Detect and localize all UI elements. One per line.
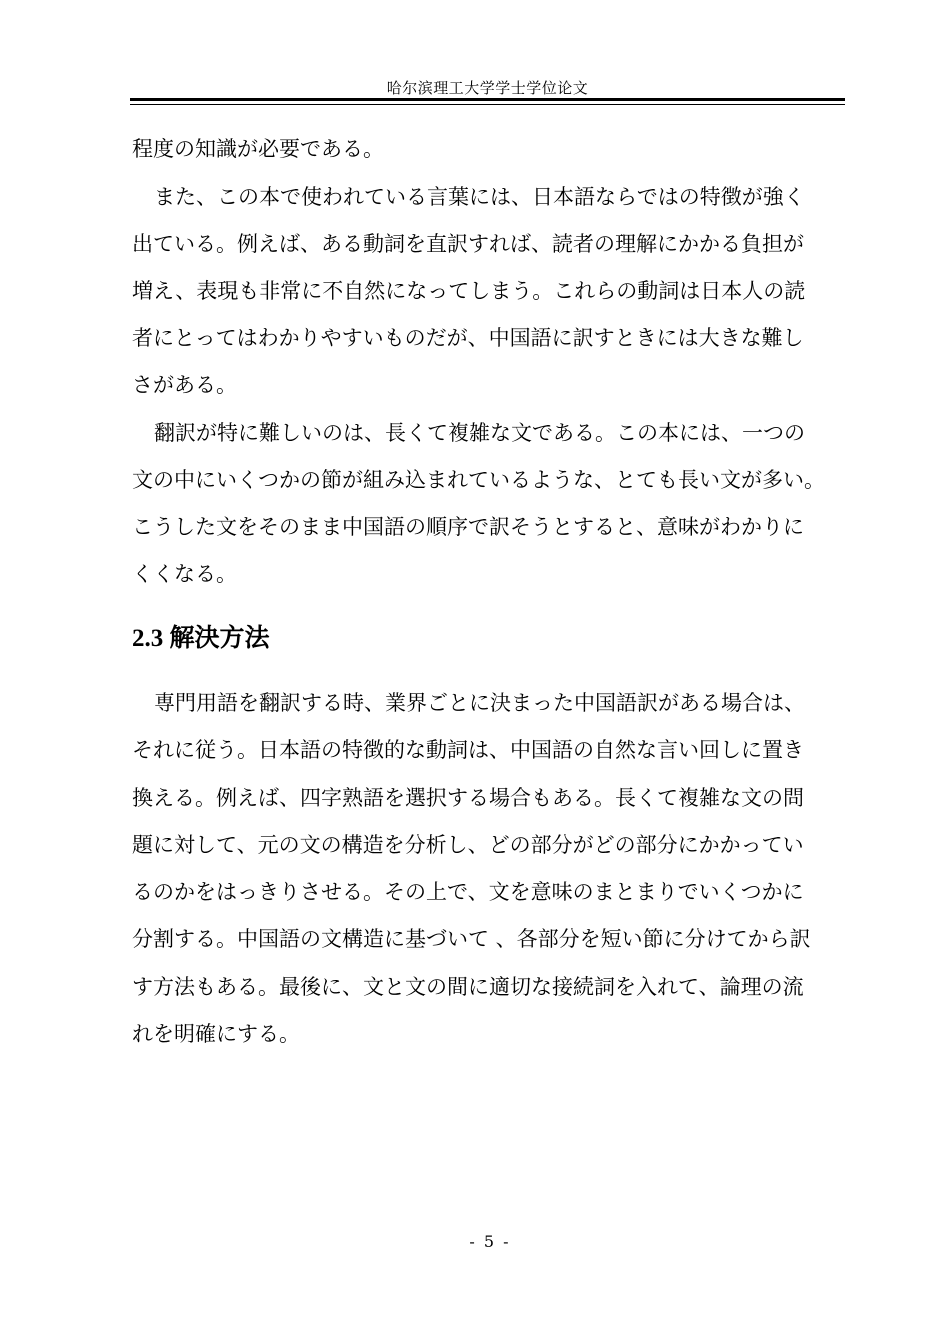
paragraph-line: 翻訳が特に難しいのは、長くて複雑な文である。この本には、一つの [154,421,805,445]
header-rule-thick [130,98,845,101]
paragraph-line: さがある。 [132,373,237,397]
paragraph-line: 程度の知識が必要である。 [132,137,384,161]
paragraph-line: 換える。例えば、四字熟語を選択する場合もある。長くて複雑な文の問 [132,786,804,810]
paragraph-line: 出ている。例えば、ある動詞を直訳すれば、読者の理解にかかる負担が [132,232,804,256]
thesis-header-title: 哈尔滨理工大学学士学位论文 [386,79,589,97]
paragraph-line: す方法もある。最後に、文と文の間に適切な接続詞を入れて、論理の流 [132,975,804,999]
paragraph-line: れを明確にする。 [132,1022,300,1046]
page-number: - 5 - [469,1232,511,1251]
paragraph-line: るのかをはっきりさせる。その上で、文を意味のまとまりでいくつかに [132,880,804,904]
header-rule-thin [130,104,845,105]
paragraph-line: 分割する。中国語の文構造に基づいて 、各部分を短い節に分けてから訳 [132,927,811,951]
paragraph-line: くくなる。 [132,562,237,586]
paragraph-line: それに従う。日本語の特徴的な動詞は、中国語の自然な言い回しに置き [132,738,804,762]
paragraph-line: こうした文をそのまま中国語の順序で訳そうとすると、意味がわかりに [132,515,804,539]
paragraph-line: 文の中にいくつかの節が組み込まれているような、とても長い文が多い。 [132,468,825,492]
section-heading: 2.3 解決方法 [132,625,270,652]
paragraph-line: 専門用語を翻訳する時、業界ごとに決まった中国語訳がある場合は、 [154,691,805,715]
paragraph-line: また、この本で使われている言葉には、日本語ならではの特徴が強く [154,185,805,209]
paragraph-line: 題に対して、元の文の構造を分析し、どの部分がどの部分にかかってい [132,833,804,857]
paragraph-line: 増え、表現も非常に不自然になってしまう。これらの動詞は日本人の読 [132,279,806,303]
paragraph-line: 者にとってはわかりやすいものだが、中国語に訳すときには大きな難し [132,326,804,350]
